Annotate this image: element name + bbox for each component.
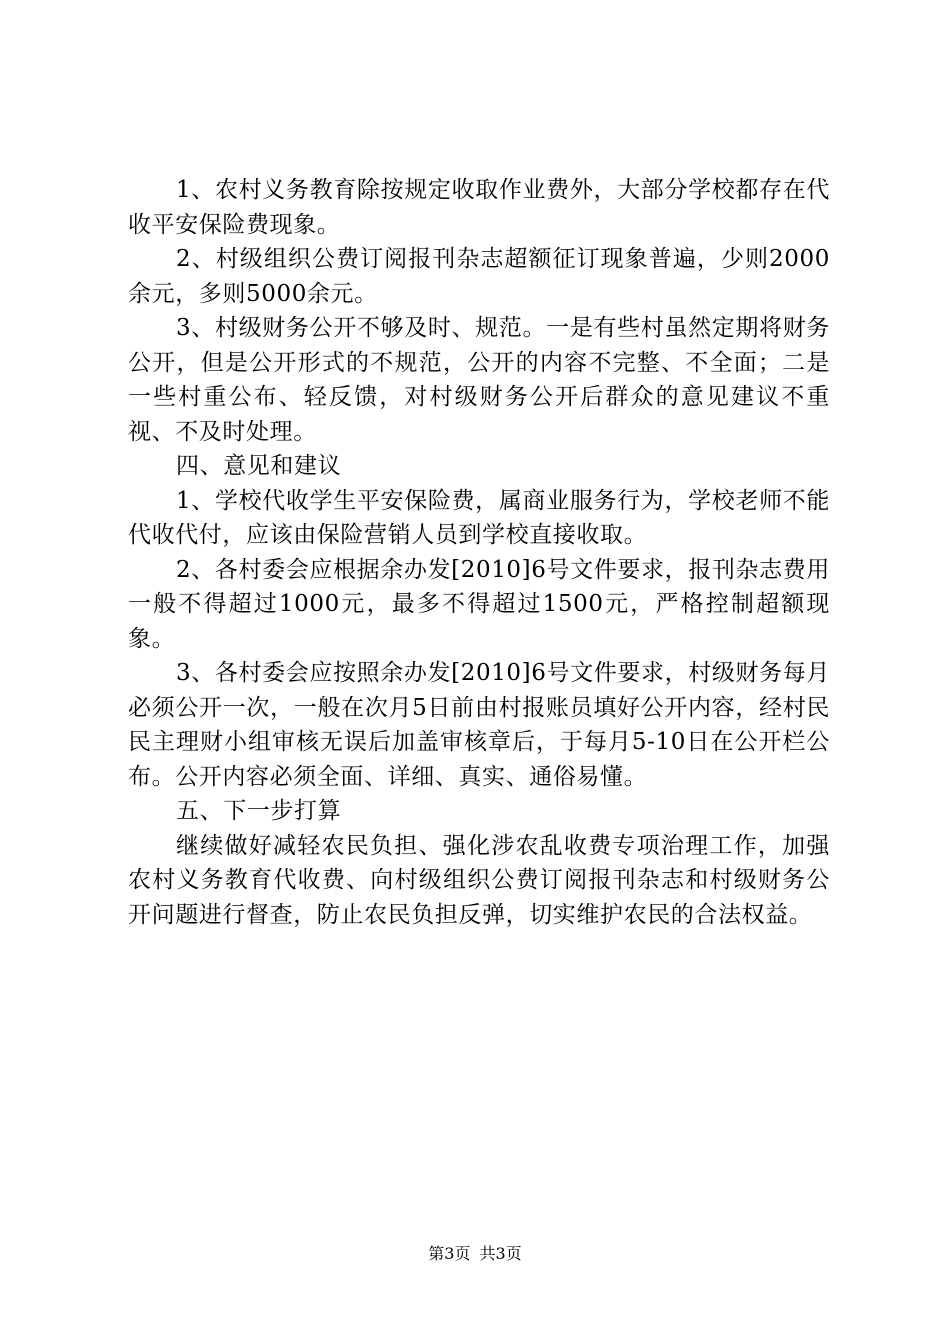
document-body: [128, 173, 830, 932]
paragraph-1: 1、农村义务教育除按规定收取作业费外，大部分学校都存在代收平安保险费现象。: [128, 177, 830, 238]
page-footer: [0, 1244, 950, 1264]
section-heading-4: 四、意见和建议: [176, 453, 342, 479]
paragraph-6: 3、各村委会应按照余办发[2010]6号文件要求，村级财务每月必须公开一次，一般在次月5日前由村报账员填好公开内容，经村民民主理财小组审核无误后加盖审核章后，于每月5-10日在公开栏公布。公开内容必须全面、详细、真实、通俗易懂。: [128, 660, 830, 790]
section-heading-5: 五、下一步打算: [176, 798, 342, 824]
page-total: 共3页: [479, 1244, 522, 1263]
paragraph-4: 1、学校代收学生平安保险费，属商业服务行为，学校老师不能代收代付，应该由保险营销人员到学校直接收取。: [128, 487, 830, 548]
paragraph-7: 继续做好减轻农民负担、强化涉农乱收费专项治理工作，加强农村义务教育代收费、向村级组织公费订阅报刊杂志和村级财务公开问题进行督查，防止农民负担反弹，切实维护农民的合法权益。: [128, 832, 830, 928]
paragraph-5: 2、各村委会应根据余办发[2010]6号文件要求，报刊杂志费用一般不得超过1000元，最多不得超过1500元，严格控制超额现象。: [128, 556, 830, 652]
paragraph-2: 2、村级组织公费订阅报刊杂志超额征订现象普遍，少则2000余元，多则5000余元。: [128, 246, 830, 307]
paragraph-3: 3、村级财务公开不够及时、规范。一是有些村虽然定期将财务公开，但是公开形式的不规范，公开的内容不完整、不全面；二是一些村重公布、轻反馈，对村级财务公开后群众的意见建议不重视、不及时处理。: [128, 315, 830, 445]
page-number: 第3页: [428, 1244, 471, 1263]
